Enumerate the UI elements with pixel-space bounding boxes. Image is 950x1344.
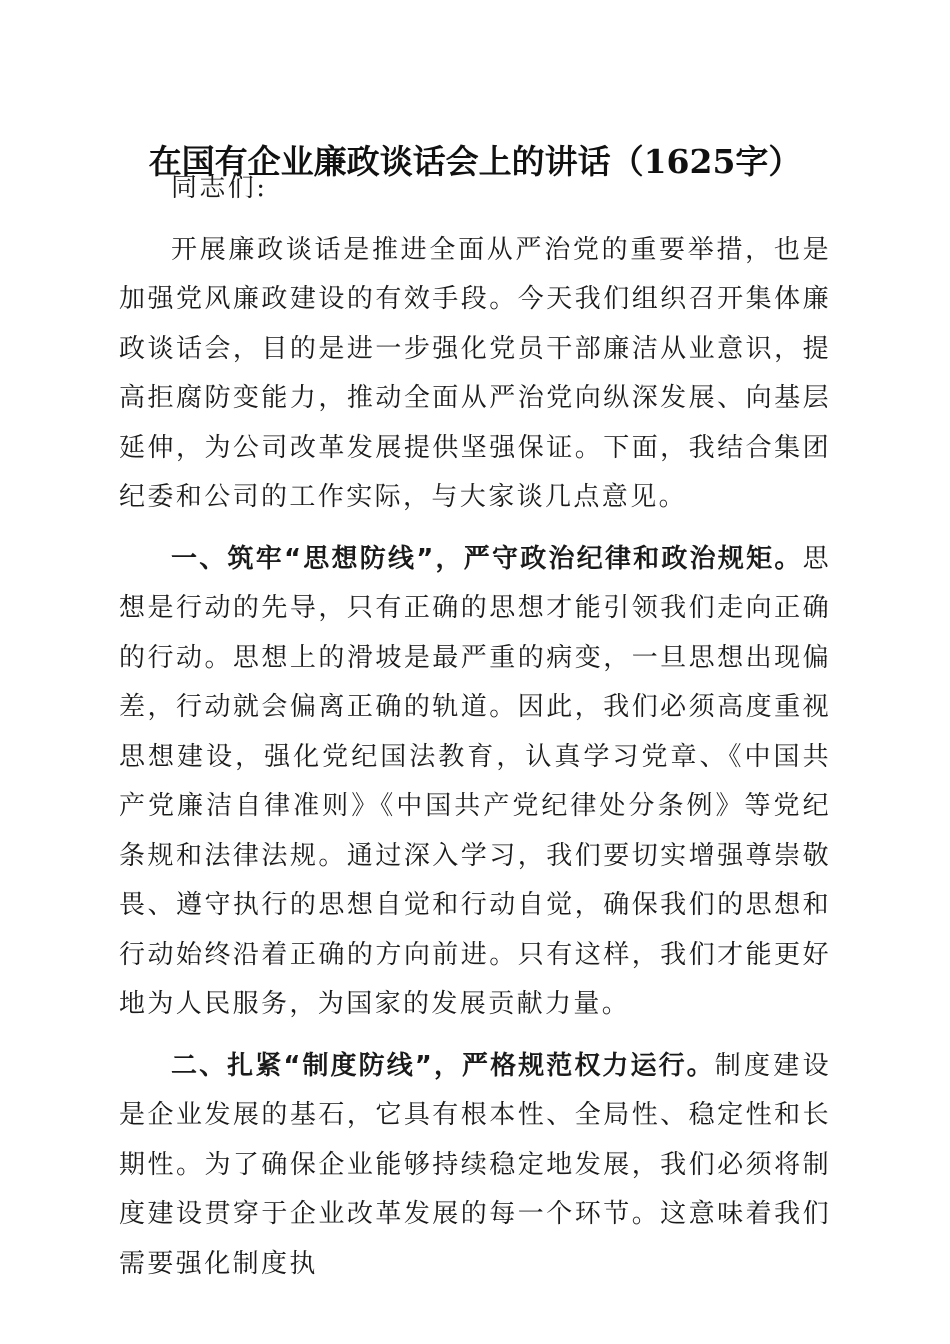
document-title: 在国有企业廉政谈话会上的讲话（1625字） — [148, 142, 802, 181]
intro-paragraph: 开展廉政谈话是推进全面从严治党的重要举措，也是加强党风廉政建设的有效手段。今天我们组织召开集体廉政谈话会，目的是进一步强化党员干部廉洁从业意识，提高拒腐防变能力，推动全面从严治党向纵深发展、向基层延伸，为公司改革发展提供坚强保证。下面，我结合集团纪委和公司的工作实际，与大家谈几点意见。 — [119, 234, 831, 512]
section-paragraph-2 — [119, 1042, 831, 1290]
section-text-2: 制度建设是企业发展的基石，它具有根本性、全局性、稳定性和长期性。为了确保企业能够持续稳定地发展，我们必须将制度建设贯穿于企业改革发展的每一个环节。这意味着我们需要强化制度执 — [119, 1050, 831, 1279]
section-text-1: 思想是行动的先导，只有正确的思想才能引领我们走向正确的行动。思想上的滑坡是最严重的病变，一旦思想出现偏差，行动就会偏离正确的轨道。因此，我们必须高度重视思想建设，强化党纪国法教育，认真学习党章、《中国共产党廉洁自律准则》《中国共产党纪律处分条例》等党纪条规和法律法规。通过深入学习，我们要切实增强尊崇敬畏、遵守执行的思想自觉和行动自觉，确保我们的思想和行动始终沿着正确的方向前进。只有这样，我们才能更好地为人民服务，为国家的发展贡献力量。 — [119, 543, 831, 1019]
section-heading-2: 二、扎紧“制度防线”，严格规范权力运行。 — [171, 1050, 715, 1081]
document-body — [119, 164, 831, 1289]
section-heading-1: 一、筑牢“思想防线”，严守政治纪律和政治规矩。 — [171, 543, 803, 574]
greeting: 同志们: — [171, 173, 268, 203]
section-paragraph-1 — [119, 535, 831, 1030]
